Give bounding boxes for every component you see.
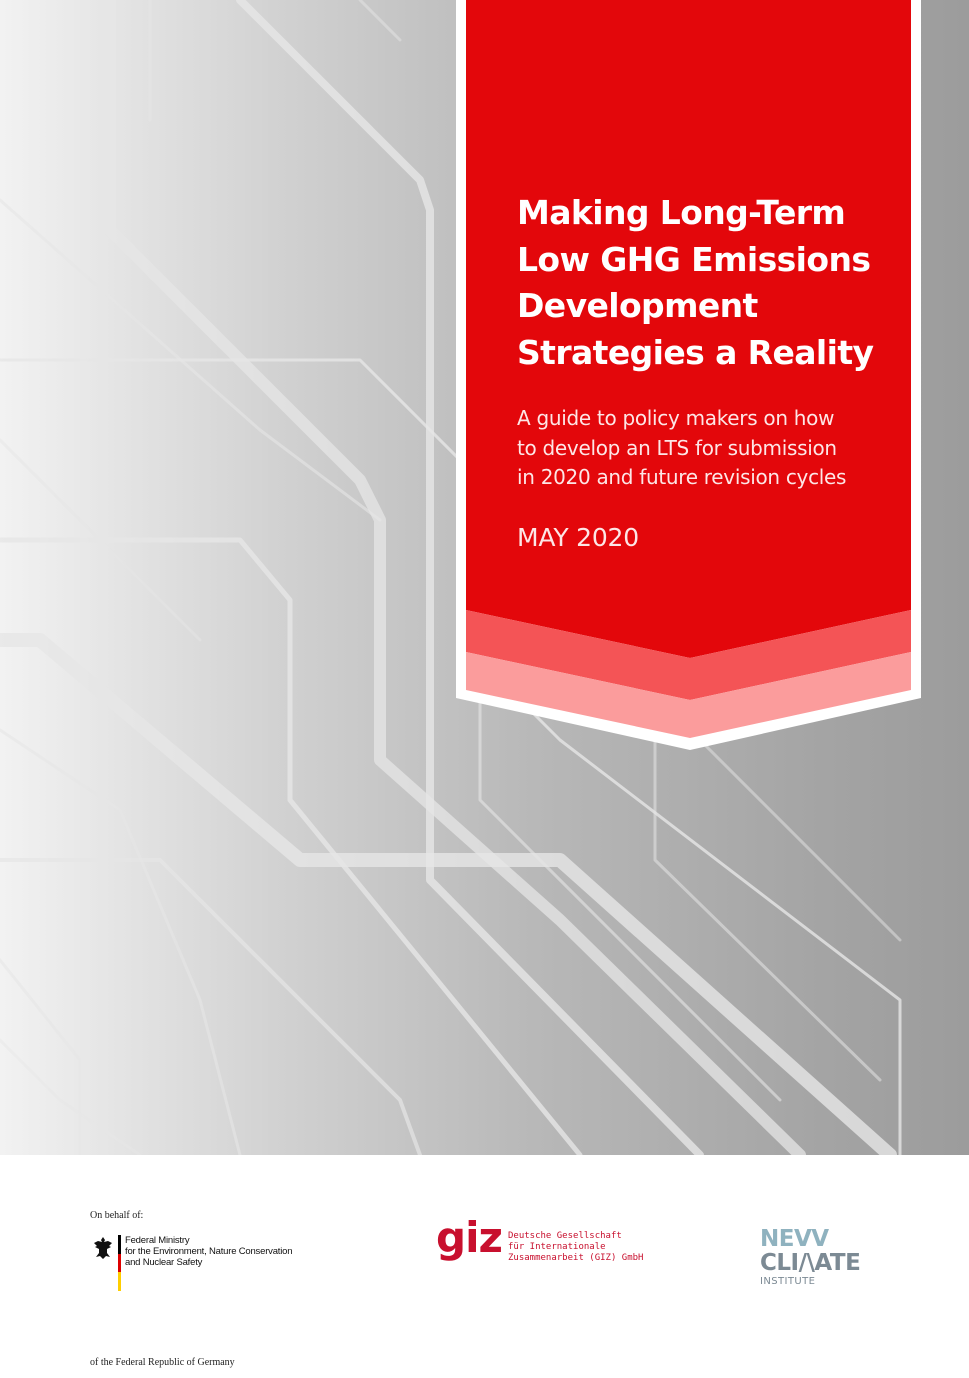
giz-name-line: Deutsche Gesellschaft — [508, 1231, 622, 1241]
report-subtitle — [517, 404, 897, 493]
german-flag-bar — [118, 1235, 121, 1291]
giz-name-line: für Internationale — [508, 1242, 606, 1252]
republic-label: of the Federal Republic of Germany — [90, 1357, 235, 1368]
title-block — [517, 190, 897, 552]
bmu-logo — [90, 1207, 300, 1368]
new-climate-institute-logo — [760, 1227, 900, 1297]
nci-institute-label: INSTITUTE — [760, 1276, 816, 1287]
nci-wordmark-new: NEVV — [760, 1226, 829, 1252]
giz-full-name — [508, 1231, 643, 1264]
ministry-line: for the Environment, Nature Conservation — [125, 1246, 293, 1257]
title-line: Strategies a Reality — [517, 332, 874, 372]
subtitle-line: in 2020 and future revision cycles — [517, 465, 847, 489]
footer-logos — [0, 1155, 969, 1378]
ministry-name — [125, 1235, 292, 1268]
on-behalf-label: On behalf of: — [90, 1210, 144, 1221]
title-line: Low GHG Emissions — [517, 239, 871, 279]
ministry-line: Federal Ministry — [125, 1235, 190, 1246]
nci-wordmark-climate: CLI/\ATE — [760, 1250, 861, 1276]
ministry-line: and Nuclear Safety — [125, 1257, 203, 1268]
publication-date: MAY 2020 — [517, 522, 639, 552]
federal-eagle-icon — [92, 1235, 114, 1261]
subtitle-line: A guide to policy makers on how — [517, 406, 835, 430]
title-line: Development — [517, 286, 758, 325]
subtitle-line: to develop an LTS for submission — [517, 435, 837, 460]
report-title — [517, 190, 897, 376]
title-line: Making Long-Term — [517, 193, 846, 232]
giz-wordmark: giz — [436, 1213, 502, 1262]
giz-name-line: Zusammenarbeit (GIZ) GmbH — [508, 1253, 644, 1263]
